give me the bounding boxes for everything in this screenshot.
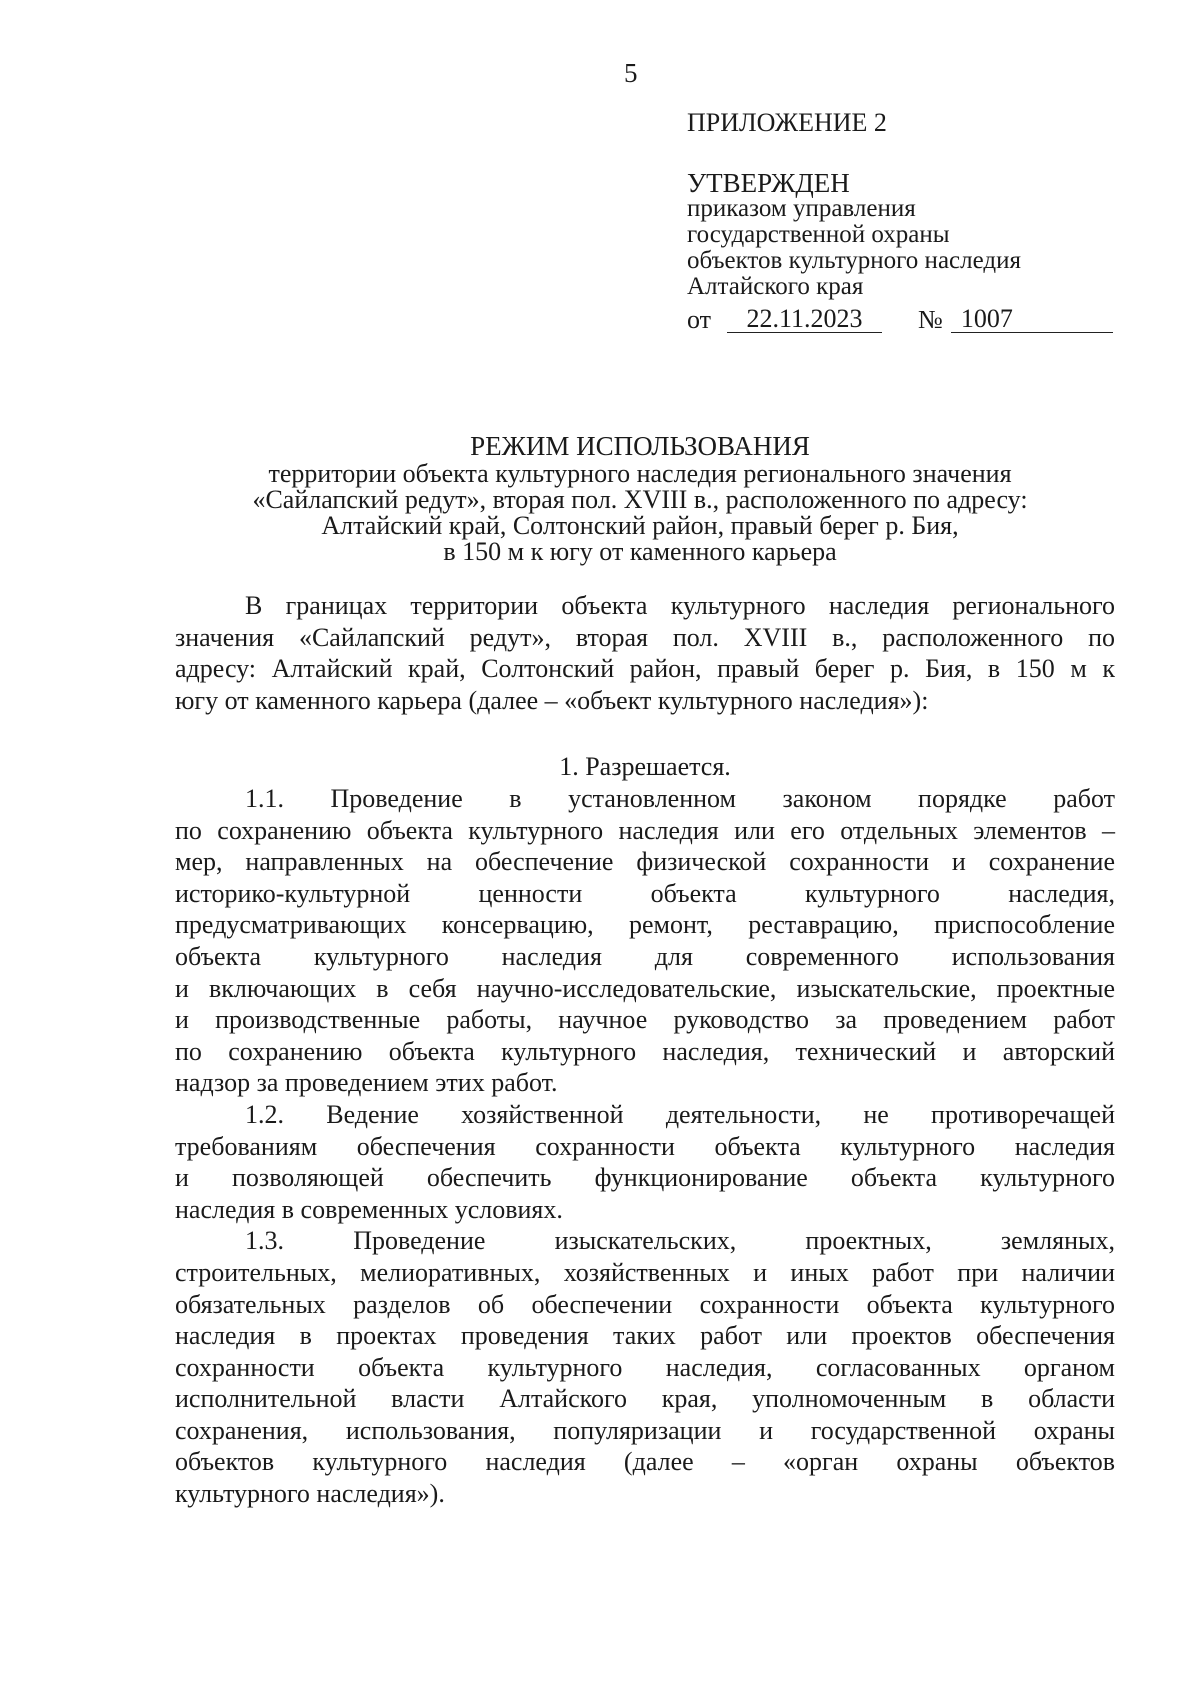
order-number: 1007 [951, 306, 1113, 333]
clause-line: и позволяющей обеспечить функционирование объекта культурного [175, 1163, 1115, 1193]
clause-line: надзор за проведением этих работ. [175, 1068, 558, 1098]
clause-line: 1.3. Проведение изыскательских, проектных, земляных, [245, 1226, 1115, 1256]
clause-line: строительных, мелиоративных, хозяйственных и иных работ при наличии [175, 1257, 1115, 1287]
clause-line: сохранности объекта культурного наследия, согласованных органом [175, 1352, 1115, 1382]
clause-line: наследия в проектах проведения таких работ или проектов обеспечения [175, 1321, 1115, 1351]
number-label: № [918, 305, 943, 334]
page-number: 5 [624, 58, 638, 88]
title-line: в 150 м к югу от каменного карьера [443, 537, 837, 566]
document-title [160, 433, 1120, 565]
clause-line: историко-культурной ценности объекта культурного наследия, [175, 878, 1115, 908]
title-line: территории объекта культурного наследия регионального значения [268, 459, 1012, 488]
title-line: «Сайлапский редут», вторая пол. XVIII в., расположенного по адресу: [252, 485, 1028, 514]
clause-line: по сохранению объекта культурного наследия или его отдельных элементов – [175, 815, 1115, 845]
clause-line: сохранения, использования, популяризации и государственной охраны [175, 1415, 1115, 1445]
approval-line: Алтайского края [687, 273, 864, 300]
clause-line: и производственные работы, научное руководство за проведением работ [175, 1005, 1115, 1035]
clause-line: обязательных разделов об обеспечении сохранности объекта культурного [175, 1289, 1115, 1319]
clause-line: объектов культурного наследия (далее – «орган охраны объектов [175, 1447, 1115, 1477]
text-line: значения «Сайлапский редут», вторая пол. XVIII в., расположенного по [175, 622, 1115, 652]
intro-paragraph [175, 590, 1115, 716]
approval-line: объектов культурного наследия [687, 247, 1021, 274]
approval-line: приказом управления [687, 195, 916, 222]
clause-line: исполнительной власти Алтайского края, уполномоченным в области [175, 1384, 1115, 1414]
clause-line: 1.1. Проведение в установленном законом порядке работ [245, 784, 1115, 813]
order-date: 22.11.2023 [727, 306, 882, 333]
approval-line: государственной охраны [687, 221, 950, 248]
clause-line: мер, направленных на обеспечение физической сохранности и сохранение [175, 847, 1115, 877]
from-label: от [687, 305, 712, 334]
clause-line: и включающих в себя научно-исследовательские, изыскательские, проектные [175, 973, 1115, 1003]
approval-block [687, 110, 1113, 333]
section-heading: 1. Разрешается. [559, 752, 731, 781]
order-row [687, 306, 1113, 333]
clauses [175, 783, 1115, 1510]
text-line: В границах территории объекта культурного наследия регионального [245, 591, 1115, 620]
clause-line: по сохранению объекта культурного наследия, технический и авторский [175, 1036, 1115, 1066]
text-line: адресу: Алтайский край, Солтонский район, правый берег р. Бия, в 150 м к [175, 654, 1115, 684]
clause-line: объекта культурного наследия для современного использования [175, 941, 1115, 971]
approved-label: УТВЕРЖДЕН [687, 168, 850, 198]
appendix-title: ПРИЛОЖЕНИЕ 2 [687, 108, 887, 137]
clause-line: 1.2. Ведение хозяйственной деятельности, не противоречащей [245, 1099, 1115, 1129]
clause-line: культурного наследия»). [175, 1479, 445, 1509]
title-line: Алтайский край, Солтонский район, правый берег р. Бия, [321, 511, 959, 540]
clause-line: требованиям обеспечения сохранности объекта культурного наследия [175, 1131, 1115, 1161]
title-main: РЕЖИМ ИСПОЛЬЗОВАНИЯ [470, 431, 810, 461]
clause-line: наследия в современных условиях. [175, 1194, 563, 1224]
clause-line: предусматривающих консервацию, ремонт, реставрацию, приспособление [175, 910, 1115, 940]
text-line: югу от каменного карьера (далее – «объект культурного наследия»): [175, 685, 929, 715]
